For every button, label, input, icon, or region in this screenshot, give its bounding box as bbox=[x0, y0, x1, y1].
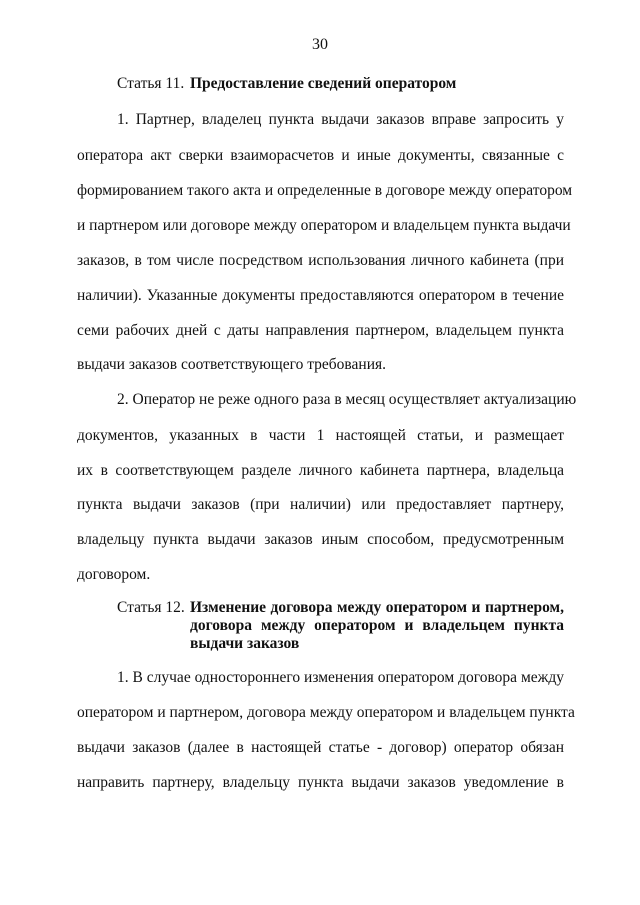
paragraph-line: договором. bbox=[77, 566, 151, 583]
paragraph-line: документов, указанных в части 1 настоящей статьи, и размещает bbox=[77, 427, 564, 444]
paragraph-line: выдачи заказов соответствующего требования. bbox=[77, 356, 387, 373]
paragraph-line: пункта выдачи заказов (при наличии) или предоставляет партнеру, bbox=[77, 496, 564, 513]
paragraph-line: 1. В случае одностороннего изменения оператором договора между bbox=[117, 669, 564, 686]
article-12-title-line: договора между оператором и владельцем пункта bbox=[190, 617, 564, 634]
paragraph-line: заказов, в том числе посредством использования личного кабинета (при bbox=[77, 252, 564, 269]
paragraph-line: семи рабочих дней с даты направления партнером, владельцем пункта bbox=[77, 322, 564, 339]
article-11-label: Статья 11. bbox=[117, 75, 185, 92]
page-number: 30 bbox=[312, 36, 328, 53]
article-12-title-line: Изменение договора между оператором и партнером, bbox=[190, 599, 564, 616]
paragraph-line: их в соответствующем разделе личного кабинета партнера, владельца bbox=[77, 462, 564, 479]
article-11-title: Предоставление сведений оператором bbox=[190, 75, 457, 92]
article-12-label: Статья 12. bbox=[117, 599, 185, 616]
paragraph-line: оператором и партнером, договора между оператором и владельцем пункта bbox=[77, 704, 575, 721]
paragraph-line: 1. Партнер, владелец пункта выдачи заказов вправе запросить у bbox=[117, 111, 564, 128]
paragraph-line: направить партнеру, владельцу пункта выдачи заказов уведомление в bbox=[77, 774, 564, 791]
paragraph-line: владельцу пункта выдачи заказов иным способом, предусмотренным bbox=[77, 531, 564, 548]
paragraph-line: формированием такого акта и определенные в договоре между оператором bbox=[77, 182, 573, 199]
paragraph-line: наличии). Указанные документы предоставляются оператором в течение bbox=[77, 287, 564, 304]
paragraph-line: и партнером или договоре между оператором и владельцем пункта выдачи bbox=[77, 217, 571, 234]
paragraph-line: 2. Оператор не реже одного раза в месяц осуществляет актуализацию bbox=[117, 391, 577, 408]
paragraph-line: выдачи заказов (далее в настоящей статье - договор) оператор обязан bbox=[77, 739, 564, 756]
paragraph-line: оператора акт сверки взаиморасчетов и иные документы, связанные с bbox=[77, 147, 564, 164]
article-12-title-line: выдачи заказов bbox=[190, 635, 300, 652]
